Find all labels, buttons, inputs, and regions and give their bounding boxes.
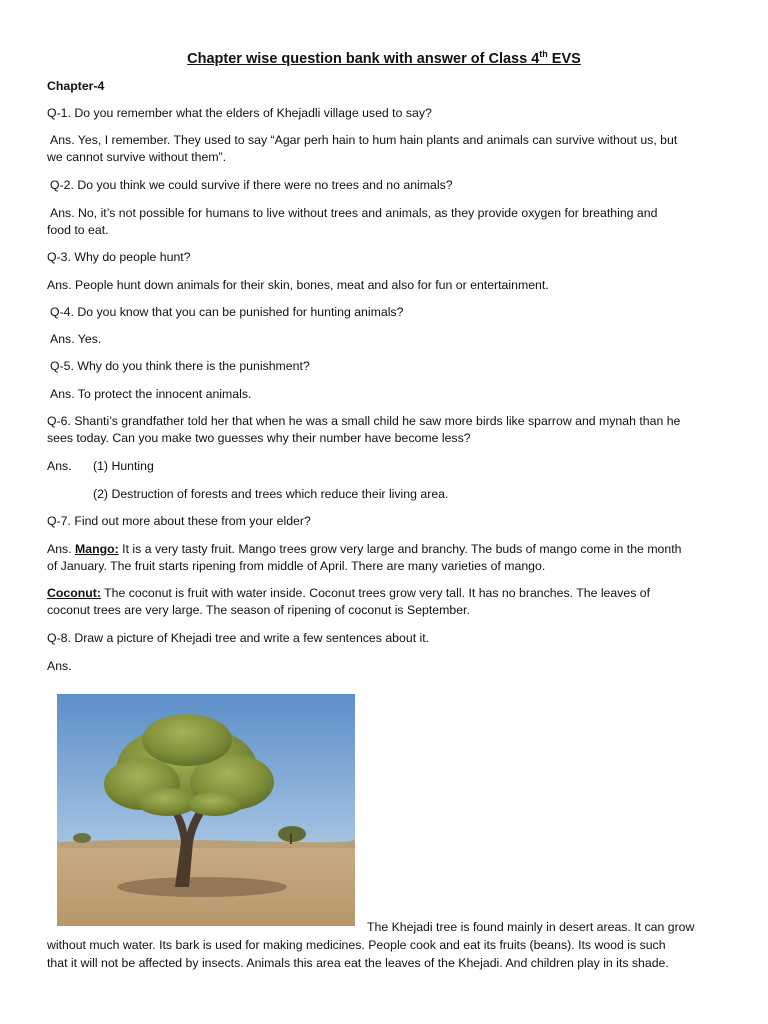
answer-6-item-2: (2) Destruction of forests and trees which reduce their living area. [93, 487, 449, 501]
khejadi-line-2: without much water. Its bark is used for making medicines. People cook and eat its fruits (beans). Its wood is such [47, 938, 666, 952]
answer-3: Ans. People hunt down animals for their skin, bones, meat and also for fun or entertainment. [47, 278, 549, 292]
answer-6-item-1: (1) Hunting [93, 459, 154, 473]
question-2: Q-2. Do you think we could survive if there were no trees and no animals? [50, 178, 453, 192]
coconut-label: Coconut: [47, 586, 101, 600]
answer-7-label: Ans. [47, 542, 72, 556]
answer-2-line-1: Ans. No, it’s not possible for humans to live without trees and animals, as they provide oxygen for breathing and [50, 206, 658, 220]
answer-1-line-1: Ans. Yes, I remember. They used to say “Agar perh hain to hum hain plants and animals can survive without us, but [50, 133, 678, 147]
chapter-heading: Chapter-4 [47, 79, 105, 93]
page-title: Chapter wise question bank with answer of Class 4th EVS [187, 49, 581, 67]
answer-6-label: Ans. [47, 459, 72, 473]
question-6-line-2: sees today. Can you make two guesses why their number have become less? [47, 431, 471, 445]
khejadi-line-1: The Khejadi tree is found mainly in desert areas. It can grow [367, 920, 695, 934]
answer-4: Ans. Yes. [50, 332, 102, 346]
question-7: Q-7. Find out more about these from your elder? [47, 514, 311, 528]
question-3: Q-3. Why do people hunt? [47, 250, 191, 264]
answer-8-label: Ans. [47, 659, 72, 673]
answer-1-line-2: we cannot survive without them”. [47, 150, 227, 164]
title-superscript: th [539, 49, 548, 59]
khejadi-line-3: that it will not be affected by insects. Animals this area eat the leaves of the Khejadi. And children play in its shade. [47, 956, 669, 970]
coconut-line-1: Coconut: The coconut is fruit with water inside. Coconut trees grow very tall. It has no branches. The leaves of [47, 586, 651, 600]
khejadi-tree-image [47, 692, 365, 932]
question-5: Q-5. Why do you think there is the punishment? [50, 359, 310, 373]
question-8: Q-8. Draw a picture of Khejadi tree and write a few sentences about it. [47, 631, 430, 645]
question-4: Q-4. Do you know that you can be punished for hunting animals? [50, 305, 404, 319]
coconut-line-2: coconut trees are very large. The season of ripening of coconut is September. [47, 603, 470, 617]
question-6-line-1: Q-6. Shanti’s grandfather told her that when he was a small child he saw more birds like sparrow and mynah than he [47, 414, 681, 428]
answer-6-line-1 [47, 458, 719, 475]
answer-2-line-2: food to eat. [47, 223, 109, 237]
mango-label: Mango: [75, 542, 119, 556]
mango-line-2: of January. The fruit starts ripening from middle of April. There are many varieties of mango. [47, 559, 546, 573]
mango-line-1: Ans. Mango: It is a very tasty fruit. Mango trees grow very large and branchy. The buds of mango come in the month [47, 542, 682, 556]
question-1: Q-1. Do you remember what the elders of Khejadli village used to say? [47, 106, 432, 120]
answer-5: Ans. To protect the innocent animals. [50, 387, 252, 401]
